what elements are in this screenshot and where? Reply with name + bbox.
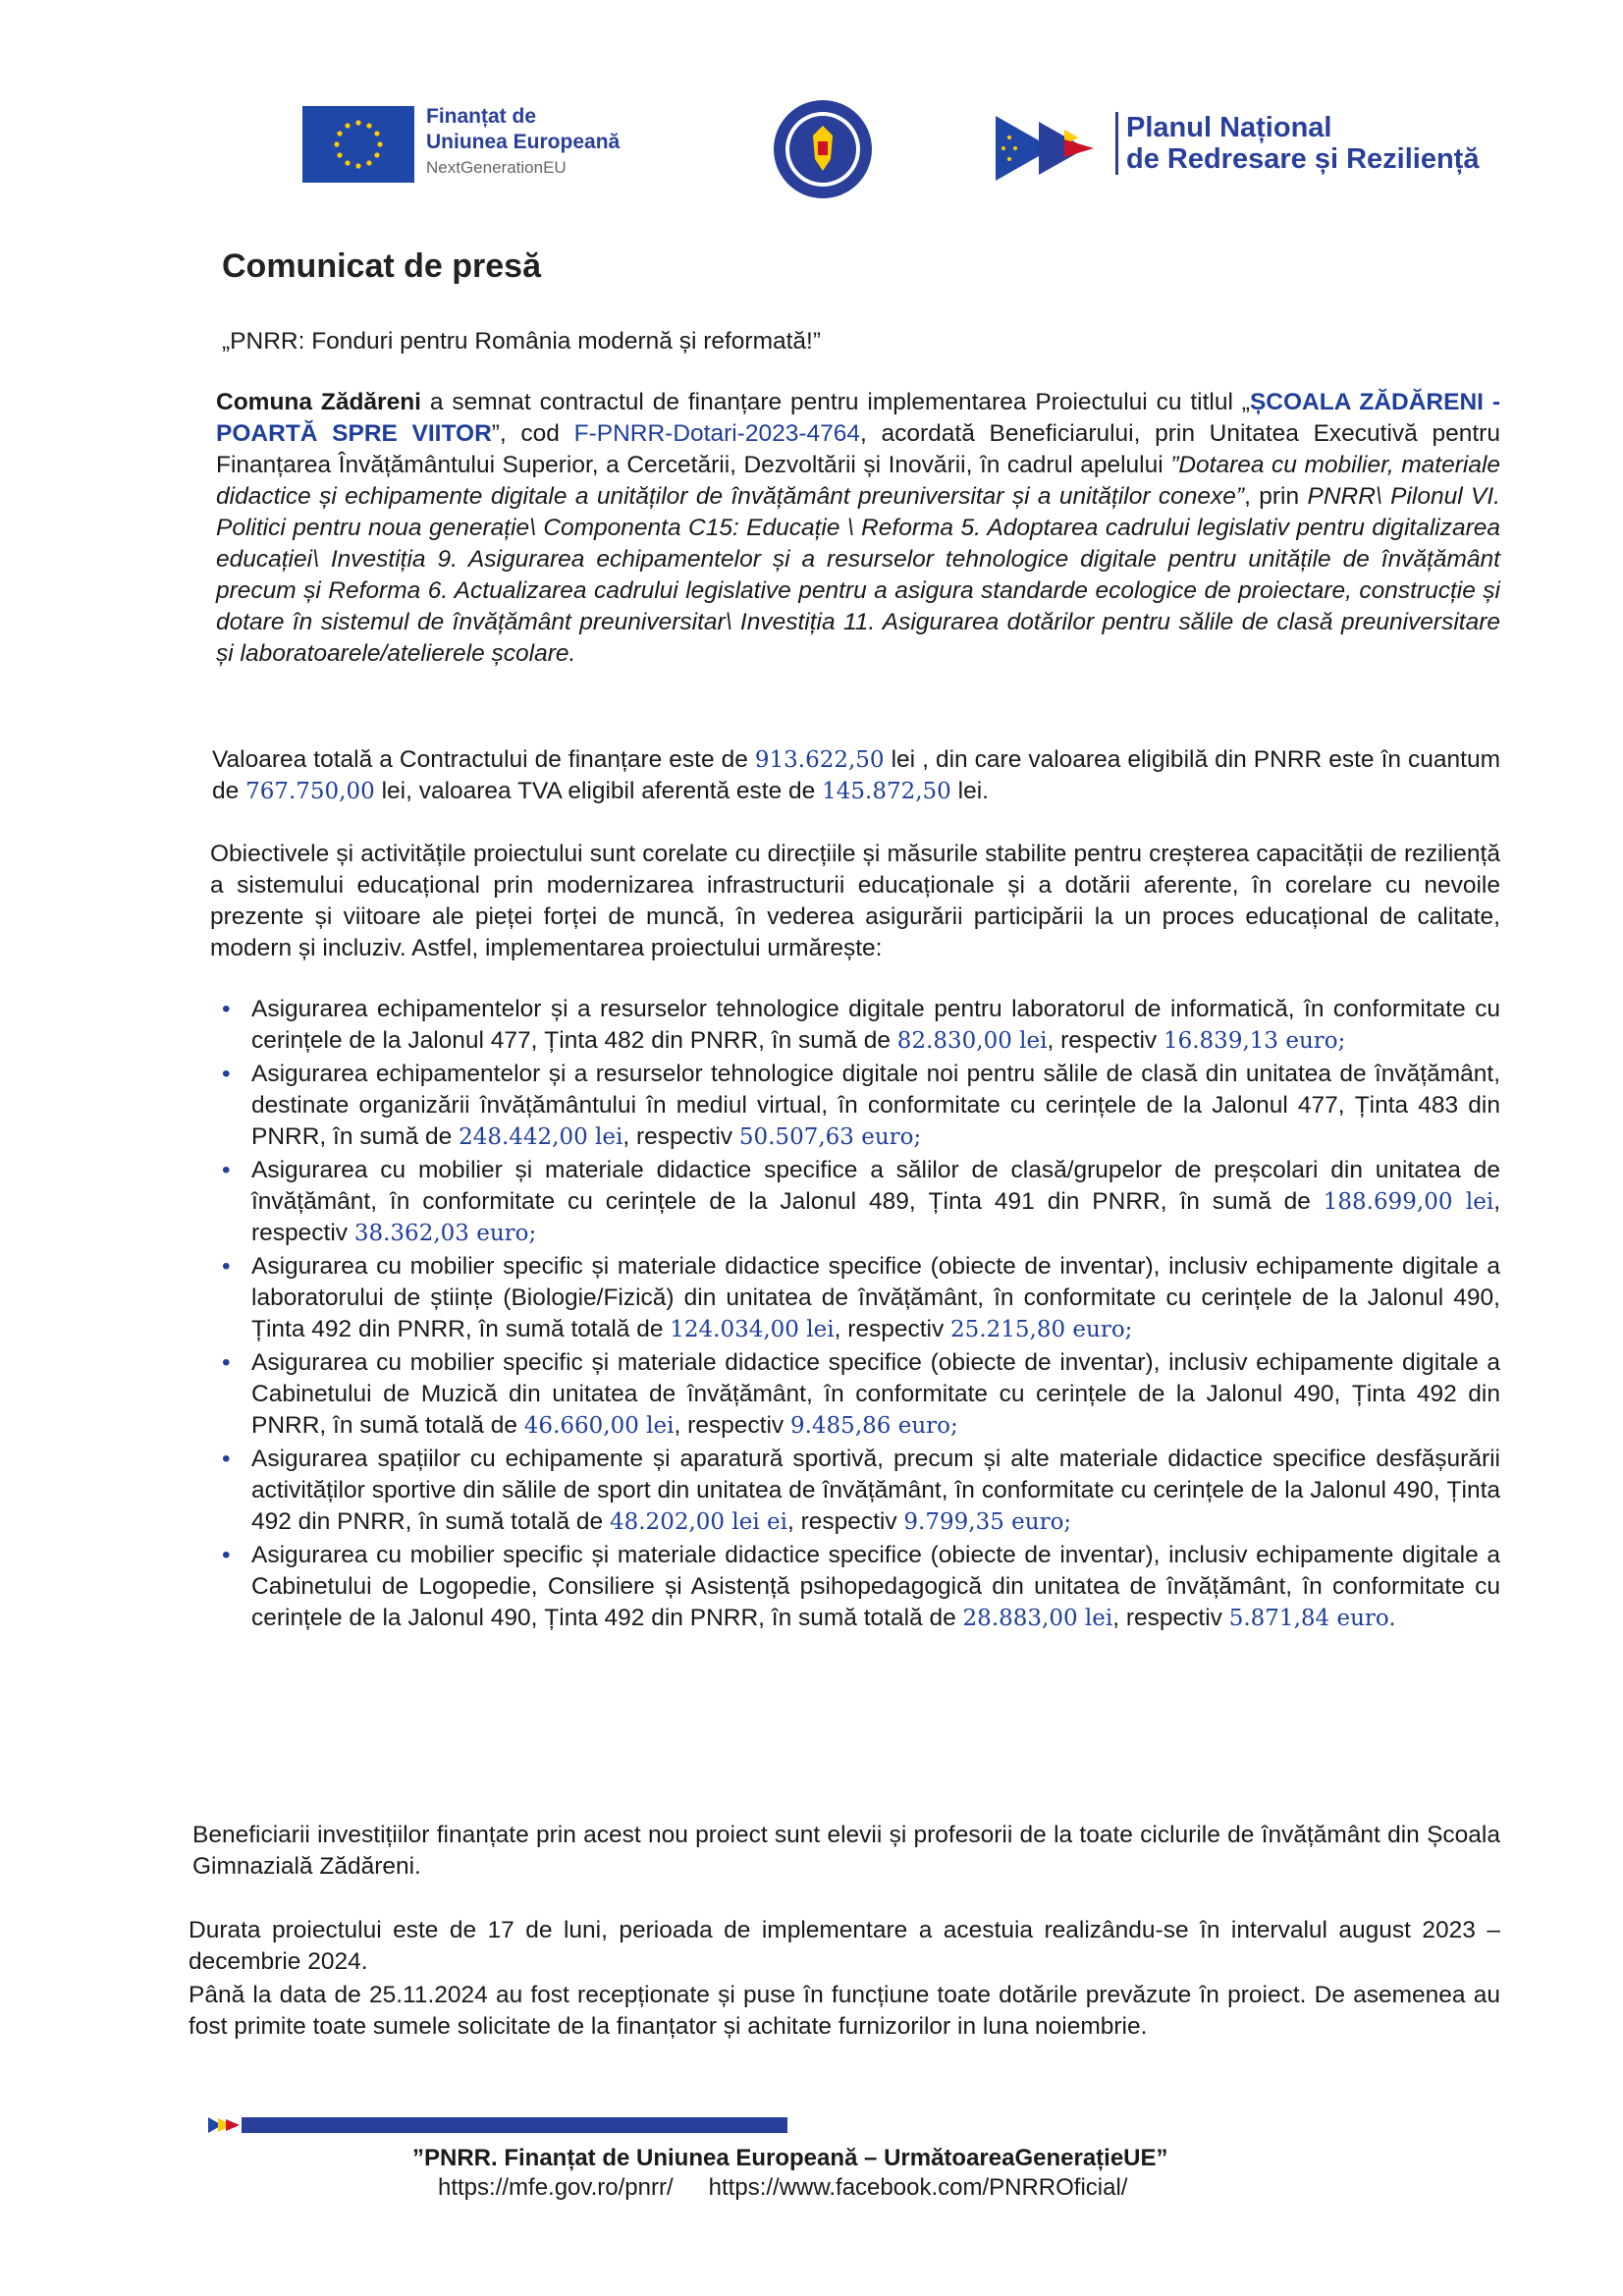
objective-lei: 28.883,00 lei xyxy=(962,1606,1113,1631)
eu-line2: Uniunea Europeană xyxy=(426,131,621,153)
objective-text: Asigurarea cu mobilier și materiale didactice specifice a sălilor de clasă/grupelor de preșcolari din unitatea de învățământ, în conformitate cu cerințele de la Jalonul 489, Ținta 491 din PNRR, în sumă de xyxy=(251,1157,1500,1215)
duration-paragraph: Durata proiectului este de 17 de luni, perioada de implementare a acestuia realizându-se în intervalul august 2023 – decembrie 2024. xyxy=(189,1917,1500,1975)
objective-lei: 124.034,00 lei xyxy=(670,1317,835,1342)
intro-text-2: ”, cod xyxy=(491,420,574,447)
call-name: ”Dotarea cu mobilier, materiale didactice și echipamente digitale a unităților de învățământ preuniversitar și a unităților conexe” xyxy=(216,452,1501,510)
objective-text: Asigurarea cu mobilier specific și materiale didactice specifice (obiecte de inventar), inclusiv echipamente digitale a laboratorului de științe (Biologie/Fizică) din unitatea de învățământ, în conformitate cu cerințele de la Jalonul 490, Ținta 492 din PNRR, în sumă totală de xyxy=(251,1253,1500,1342)
objective-text: Asigurarea echipamentelor și a resurselor tehnologice digitale noi pentru sălile de clasă din unitatea de învățământ, destinate organizării învățământului în mediul virtual, în conformitate cu cerințele de la Jalonul 477, Ținta 483 din PNRR, în sumă de xyxy=(251,1061,1500,1150)
objective-euro: 5.871,84 euro. xyxy=(1228,1606,1396,1631)
objective-euro: 16.839,13 euro; xyxy=(1163,1028,1346,1054)
objective-lei: 188.699,00 lei xyxy=(1323,1189,1494,1215)
footer-link-mfe[interactable]: https://mfe.gov.ro/pnrr/ xyxy=(438,2174,674,2201)
objective-euro: 38.362,03 euro; xyxy=(353,1221,537,1246)
intro-text-3: , acordată Beneficiarului, prin Unitatea Executivă pentru Finanțarea Învățământului Superior, a Cercetării, Dezvoltării și Inovării, în cadrul apelului xyxy=(216,420,1500,478)
objective-item xyxy=(222,1347,1500,1442)
footer-link-facebook[interactable]: https://www.facebook.com/PNRROficial/ xyxy=(708,2174,1128,2201)
objective-mid: , respectiv xyxy=(786,1508,904,1535)
objective-item xyxy=(222,1059,1500,1153)
objective-euro: 9.799,35 euro; xyxy=(903,1509,1072,1535)
bullet-icon: • xyxy=(222,1542,231,1568)
footer-banner xyxy=(208,2117,787,2133)
objective-euro: 9.485,86 euro; xyxy=(789,1413,958,1439)
bullet-icon: • xyxy=(222,1061,231,1087)
bullet-icon: • xyxy=(222,996,231,1022)
objective-lei: 48.202,00 lei ei xyxy=(609,1509,787,1535)
eu-flag-logo xyxy=(302,106,414,183)
intro-text-1: a semnat contractul de finanțare pentru implementarea Proiectului cu titlul „ xyxy=(421,389,1250,415)
project-code: F-PNRR-Dotari-2023-4764 xyxy=(573,420,860,447)
objective-lei: 82.830,00 lei xyxy=(896,1028,1048,1054)
objective-euro: 50.507,63 euro; xyxy=(738,1124,922,1150)
value-text-2: lei , din care valoarea eligibilă din PNRR este în cuantum de xyxy=(212,746,1501,804)
bullet-icon: • xyxy=(222,1253,231,1280)
eu-line3: NextGenerationEU xyxy=(426,158,567,177)
pnrr-arrow-logo xyxy=(996,116,1102,181)
pnrr-line2: de Redresare și Reziliență xyxy=(1126,143,1480,175)
footer-arrow-bar-icon xyxy=(208,2117,787,2133)
intro-paragraph xyxy=(216,387,1500,670)
value-text-3: lei, valoarea TVA eligibil aferentă este de xyxy=(374,778,823,804)
pnrr-logo-text xyxy=(1115,112,1539,175)
objective-mid: , respectiv xyxy=(622,1123,739,1150)
page-title: Comunicat de presă xyxy=(222,247,541,285)
objective-euro: 25.215,80 euro; xyxy=(950,1317,1133,1342)
intro-text-4: , prin xyxy=(1244,483,1308,510)
objectives-list xyxy=(222,994,1500,1636)
objective-mid: , respectiv xyxy=(834,1316,951,1342)
footer-title: ”PNRR. Finanțat de Uniunea Europeană – UrmătoareaGenerațieUE” xyxy=(412,2145,1168,2171)
slogan: „PNRR: Fonduri pentru România modernă și reformată!” xyxy=(222,328,822,355)
eu-line1: Finanțat de xyxy=(426,105,537,128)
pnrr-arrows-icon xyxy=(996,116,1102,181)
objective-lei: 46.660,00 lei xyxy=(523,1413,675,1439)
objectives-intro: Obiectivele și activitățile proiectului sunt corelate cu direcțiile și măsurile stabilite pentru creșterea capacității de reziliență a sistemului educațional prin modernizarea infrastructurii educaționale și a dotării aferente, în corelare cu nevoile prezente și viitoare ale pieței forței de muncă, în vederea asigurării participării la un proces educațional de calitate, modern și incluziv. Astfel, implementarea proiectului urmărește: xyxy=(210,841,1500,961)
objective-mid: , respectiv xyxy=(674,1412,790,1439)
objective-text: Asigurarea cu mobilier specific și materiale didactice specifice (obiecte de inventar), inclusiv echipamente digitale a Cabinetului de Muzică din unitatea de învățământ, în conformitate cu cerințele de la Jalonul 490, Ținta 492 din PNRR, în sumă totală de xyxy=(251,1349,1500,1439)
vat-value: 145.872,50 xyxy=(822,779,951,804)
bullet-icon: • xyxy=(222,1157,231,1183)
objective-text: Asigurarea echipamentelor și a resurselor tehnologice digitale pentru laboratorul de informatică, în conformitate cu cerințele de la Jalonul 477, Ținta 482 din PNRR, în sumă de xyxy=(251,996,1500,1054)
eu-funding-text xyxy=(426,104,681,181)
beneficiaries-paragraph: Beneficiarii investițiilor finanțate prin acest nou proiect sunt elevii și profesorii de la toate ciclurile de învățământ din Școala Gimnazială Zădăreni. xyxy=(192,1822,1500,1880)
objective-mid: , respectiv xyxy=(251,1188,1501,1246)
objective-text: Asigurarea cu mobilier specific și materiale didactice specifice (obiecte de inventar), inclusiv echipamente digitale a Cabinetului de Logopedie, Consiliere și Asistență psihopedagogică din unitatea de învățământ, în conformitate cu cerințele de la Jalonul 490, Ținta 492 din PNRR, în sumă totală de xyxy=(251,1542,1500,1631)
objective-lei: 248.442,00 lei xyxy=(459,1124,623,1150)
objective-item xyxy=(222,1540,1500,1634)
bullet-icon: • xyxy=(222,1349,231,1376)
commune-name: Comuna Zădăreni xyxy=(216,389,421,415)
objective-item xyxy=(222,1251,1500,1345)
objective-item xyxy=(222,994,1500,1057)
total-value: 913.622,50 xyxy=(754,747,885,773)
objective-item xyxy=(222,1444,1500,1538)
project-title: ȘCOALA ZĂDĂRENI - POARTĂ SPRE VIITOR xyxy=(216,389,1500,447)
eligible-value: 767.750,00 xyxy=(245,779,375,804)
footer-links xyxy=(438,2174,1163,2202)
government-seal-logo xyxy=(772,98,874,200)
value-text-4: lei. xyxy=(950,778,989,804)
value-text-1: Valoarea totală a Contractului de finanțare este de xyxy=(212,746,755,773)
romania-coat-of-arms-icon xyxy=(772,98,874,200)
status-paragraph: Până la data de 25.11.2024 au fost recepționate și puse în funcțiune toate dotările prevăzute în proiect. De asemenea au fost primite toate sumele solicitate de la finanțator și achitate furnizorilor in luna noiembrie. xyxy=(189,1982,1500,2040)
value-paragraph xyxy=(212,744,1500,807)
objective-mid: , respectiv xyxy=(1047,1027,1163,1054)
objective-text: Asigurarea spațiilor cu echipamente și aparatură sportivă, precum și alte materiale didactice specifice desfășurării activităților sportive din sălile de sport din unitatea de învățământ, în conformitate cu cerințele de la Jalonul 490, Ținta 492 din PNRR, în sumă totală de xyxy=(251,1446,1500,1535)
eu-stars-icon xyxy=(302,106,414,183)
pnrr-line1: Planul Național xyxy=(1126,112,1332,143)
objective-mid: , respectiv xyxy=(1112,1605,1229,1631)
bullet-icon: • xyxy=(222,1446,231,1472)
objective-item xyxy=(222,1155,1500,1249)
pillar-description: PNRR\ Pilonul VI. Politici pentru noua generație\ Componenta C15: Educație \ Reforma 5. Adoptarea cadrului legislativ pentru digitalizarea educației\ Investiția 9. Asigurarea echipamentelor și a resurselor tehnologice digitale pentru unitățile de învățământ precum și Reforma 6. Actualizarea cadrului legislative pentru a asigura standarde ecologice de proiectare, construcție și dotare în sistemul de învățământ preuniversitar\ Investiția 11. Asigurarea dotărilor pentru sălile de clasă preuniversitare și laboratoarele/atelierele școlare. xyxy=(216,483,1500,667)
